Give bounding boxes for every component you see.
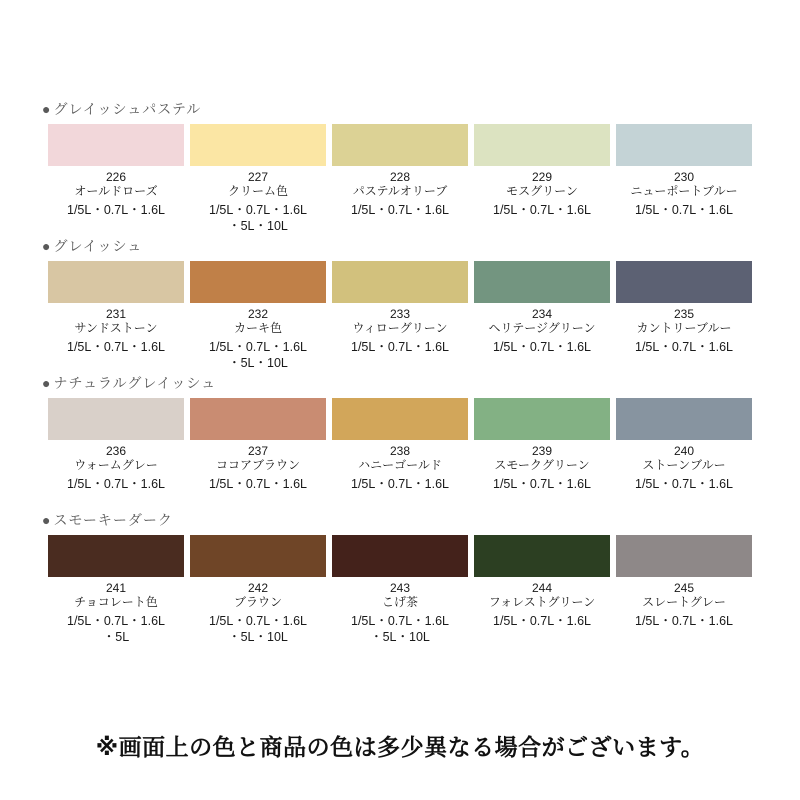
- color-swatch-229: [474, 124, 610, 166]
- color-number: 234: [531, 307, 553, 321]
- label-row: [48, 581, 752, 646]
- color-name: スモークグリーン: [494, 458, 590, 473]
- color-name: サンドストーン: [74, 321, 158, 336]
- color-number: 242: [247, 581, 269, 595]
- color-sizes-extra: ・5L: [102, 629, 130, 644]
- section-title: [42, 101, 752, 117]
- color-sizes: 1/5L・0.7L・1.6L: [351, 340, 449, 355]
- color-number: 244: [531, 581, 553, 595]
- color-sizes: 1/5L・0.7L・1.6L: [67, 203, 165, 218]
- color-swatch-235: [616, 261, 752, 303]
- section-title: [42, 375, 752, 391]
- color-sizes: 1/5L・0.7L・1.6L: [493, 477, 591, 492]
- color-name: ヘリテージグリーン: [488, 321, 596, 336]
- color-section: [42, 375, 752, 512]
- color-sizes: 1/5L・0.7L・1.6L: [351, 614, 449, 629]
- color-swatch-227: [190, 124, 326, 166]
- swatch-label-243: [332, 581, 468, 646]
- bullet-icon: ●: [42, 375, 52, 391]
- bullet-icon: ●: [42, 512, 52, 528]
- color-sizes-extra: ・5L・10L: [228, 355, 288, 370]
- color-sizes: 1/5L・0.7L・1.6L: [67, 340, 165, 355]
- color-name: ココアブラウン: [215, 458, 300, 473]
- swatch-label-236: [48, 444, 184, 493]
- swatch-label-239: [474, 444, 610, 493]
- color-name: ストーンブルー: [642, 458, 726, 473]
- color-swatch-240: [616, 398, 752, 440]
- color-swatch-236: [48, 398, 184, 440]
- bullet-icon: ●: [42, 238, 52, 254]
- color-swatch-228: [332, 124, 468, 166]
- label-row: [48, 307, 752, 372]
- swatch-label-232: [190, 307, 326, 372]
- color-number: 240: [673, 444, 695, 458]
- color-swatch-237: [190, 398, 326, 440]
- color-section: [42, 512, 752, 649]
- color-section: [42, 238, 752, 375]
- color-name: ウィローグリーン: [352, 321, 448, 336]
- swatch-label-229: [474, 170, 610, 235]
- color-name: ブラウン: [233, 595, 282, 610]
- color-name: モスグリーン: [506, 184, 578, 199]
- section-title-text: グレイッシュ: [53, 238, 143, 254]
- color-sizes: 1/5L・0.7L・1.6L: [635, 477, 733, 492]
- color-swatch-243: [332, 535, 468, 577]
- color-number: 232: [247, 307, 269, 321]
- palette-sections: [42, 101, 752, 649]
- color-name: ニューポートブルー: [630, 184, 738, 199]
- color-number: 231: [105, 307, 127, 321]
- color-name: フォレストグリーン: [488, 595, 596, 610]
- color-sizes-extra: ・5L・10L: [228, 629, 288, 644]
- color-sizes: 1/5L・0.7L・1.6L: [209, 614, 307, 629]
- swatch-label-237: [190, 444, 326, 493]
- swatch-label-228: [332, 170, 468, 235]
- color-number: 233: [389, 307, 411, 321]
- color-swatch-242: [190, 535, 326, 577]
- swatch-label-240: [616, 444, 752, 493]
- swatch-label-238: [332, 444, 468, 493]
- color-number: 230: [673, 170, 695, 184]
- swatch-label-233: [332, 307, 468, 372]
- color-number: 226: [105, 170, 127, 184]
- color-number: 228: [389, 170, 411, 184]
- color-sizes-extra: ・5L・10L: [370, 629, 430, 644]
- color-swatch-245: [616, 535, 752, 577]
- color-sizes: 1/5L・0.7L・1.6L: [67, 477, 165, 492]
- color-number: 236: [105, 444, 127, 458]
- color-name: カントリーブルー: [636, 321, 732, 336]
- section-title-text: ナチュラルグレイッシュ: [53, 375, 217, 391]
- color-name: クリーム色: [227, 184, 288, 199]
- color-number: 229: [531, 170, 553, 184]
- color-number: 241: [105, 581, 127, 595]
- section-title: [42, 512, 752, 528]
- color-section: [42, 101, 752, 238]
- color-name: ウォームグレー: [74, 458, 158, 473]
- swatch-label-245: [616, 581, 752, 646]
- color-sizes: 1/5L・0.7L・1.6L: [209, 477, 307, 492]
- swatch-row: [48, 398, 752, 440]
- swatch-label-235: [616, 307, 752, 372]
- color-sizes: 1/5L・0.7L・1.6L: [351, 477, 449, 492]
- swatch-label-234: [474, 307, 610, 372]
- color-sizes: 1/5L・0.7L・1.6L: [493, 203, 591, 218]
- color-sizes: 1/5L・0.7L・1.6L: [209, 203, 307, 218]
- color-sizes: 1/5L・0.7L・1.6L: [67, 614, 165, 629]
- color-swatch-239: [474, 398, 610, 440]
- color-name: パステルオリーブ: [352, 184, 448, 199]
- color-sizes-extra: ・5L・10L: [228, 218, 288, 233]
- color-name: オールドローズ: [74, 184, 158, 199]
- color-sizes: 1/5L・0.7L・1.6L: [209, 340, 307, 355]
- color-swatch-231: [48, 261, 184, 303]
- swatch-label-226: [48, 170, 184, 235]
- color-number: 243: [389, 581, 411, 595]
- color-number: 238: [389, 444, 411, 458]
- swatch-label-242: [190, 581, 326, 646]
- color-swatch-230: [616, 124, 752, 166]
- color-sizes: 1/5L・0.7L・1.6L: [635, 203, 733, 218]
- label-row: [48, 444, 752, 493]
- color-name: ハニーゴールド: [358, 458, 442, 473]
- color-number: 237: [247, 444, 269, 458]
- color-disclaimer-note: ※画面上の色と商品の色は多少異なる場合がございます。: [95, 734, 705, 760]
- swatch-label-231: [48, 307, 184, 372]
- color-sizes: 1/5L・0.7L・1.6L: [635, 340, 733, 355]
- section-title: [42, 238, 752, 254]
- color-number: 235: [673, 307, 695, 321]
- bullet-icon: ●: [42, 101, 52, 117]
- color-swatch-233: [332, 261, 468, 303]
- section-title-text: スモーキーダーク: [53, 512, 173, 528]
- swatch-label-230: [616, 170, 752, 235]
- swatch-row: [48, 535, 752, 577]
- color-name: スレートグレー: [642, 595, 726, 610]
- swatch-label-241: [48, 581, 184, 646]
- color-sizes: 1/5L・0.7L・1.6L: [493, 614, 591, 629]
- color-name: こげ茶: [381, 595, 418, 610]
- color-swatch-232: [190, 261, 326, 303]
- color-number: 239: [531, 444, 553, 458]
- color-sizes: 1/5L・0.7L・1.6L: [635, 614, 733, 629]
- color-swatch-234: [474, 261, 610, 303]
- color-swatch-244: [474, 535, 610, 577]
- swatch-row: [48, 261, 752, 303]
- swatch-label-227: [190, 170, 326, 235]
- label-row: [48, 170, 752, 235]
- color-sizes: 1/5L・0.7L・1.6L: [351, 203, 449, 218]
- color-number: 245: [673, 581, 695, 595]
- color-swatch-241: [48, 535, 184, 577]
- swatch-label-244: [474, 581, 610, 646]
- color-swatch-226: [48, 124, 184, 166]
- color-name: チョコレート色: [74, 595, 158, 610]
- swatch-row: [48, 124, 752, 166]
- color-number: 227: [247, 170, 269, 184]
- color-swatch-238: [332, 398, 468, 440]
- color-sizes: 1/5L・0.7L・1.6L: [493, 340, 591, 355]
- color-name: カーキ色: [233, 321, 282, 336]
- section-title-text: グレイッシュパステル: [53, 101, 202, 117]
